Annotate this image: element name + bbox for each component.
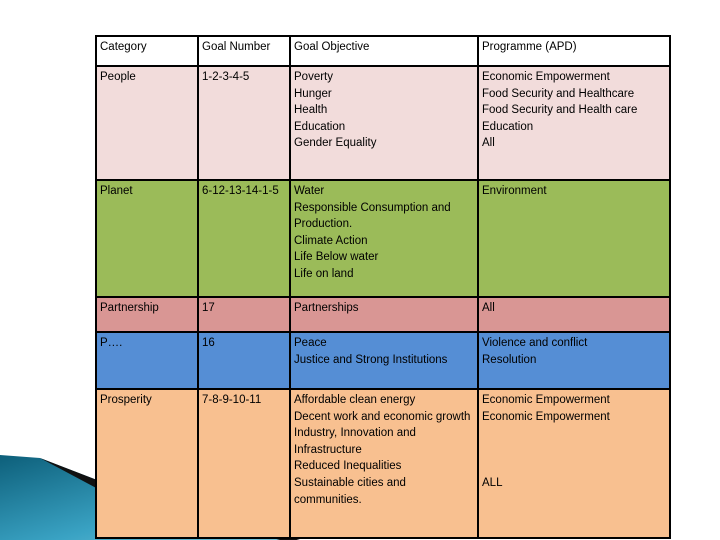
category-cell: Prosperity [96,389,198,538]
category-cell: P…. [96,332,198,389]
category-cell: Partnership [96,297,198,332]
table-row [96,180,670,297]
goal-number-cell: 7-8-9-10-11 [198,389,290,538]
programme-cell: Environment [478,180,670,297]
table-row [96,332,670,389]
objective-cell: Peace Justice and Strong Institutions [290,332,478,389]
goal-number-cell: 17 [198,297,290,332]
goal-number-cell: 16 [198,332,290,389]
category-cell: Planet [96,180,198,297]
header-programme: Programme (APD) [478,36,670,66]
programme-cell: Violence and conflict Resolution [478,332,670,389]
header-row [96,36,670,66]
table-row [96,389,670,538]
objective-cell: Affordable clean energy Decent work and economic growth Industry, Innovation and Infrastructure Reduced Inequalities Sustainable cities and communities. [290,389,478,538]
goal-number-cell: 1-2-3-4-5 [198,66,290,180]
table-row [96,66,670,180]
header-goal-number: Goal Number [198,36,290,66]
table-row [96,297,670,332]
programme-cell: Economic Empowerment Food Security and Healthcare Food Security and Health care Education All [478,66,670,180]
goal-number-cell: 6-12-13-14-1-5 [198,180,290,297]
programme-cell: All [478,297,670,332]
sdg-table [95,35,671,539]
category-cell: People [96,66,198,180]
header-category: Category [96,36,198,66]
programme-cell: Economic Empowerment Economic Empowerment ALL [478,389,670,538]
objective-cell: Water Responsible Consumption and Production. Climate Action Life Below water Life on land [290,180,478,297]
objective-cell: Poverty Hunger Health Education Gender Equality [290,66,478,180]
objective-cell: Partnerships [290,297,478,332]
header-goal-objective: Goal Objective [290,36,478,66]
